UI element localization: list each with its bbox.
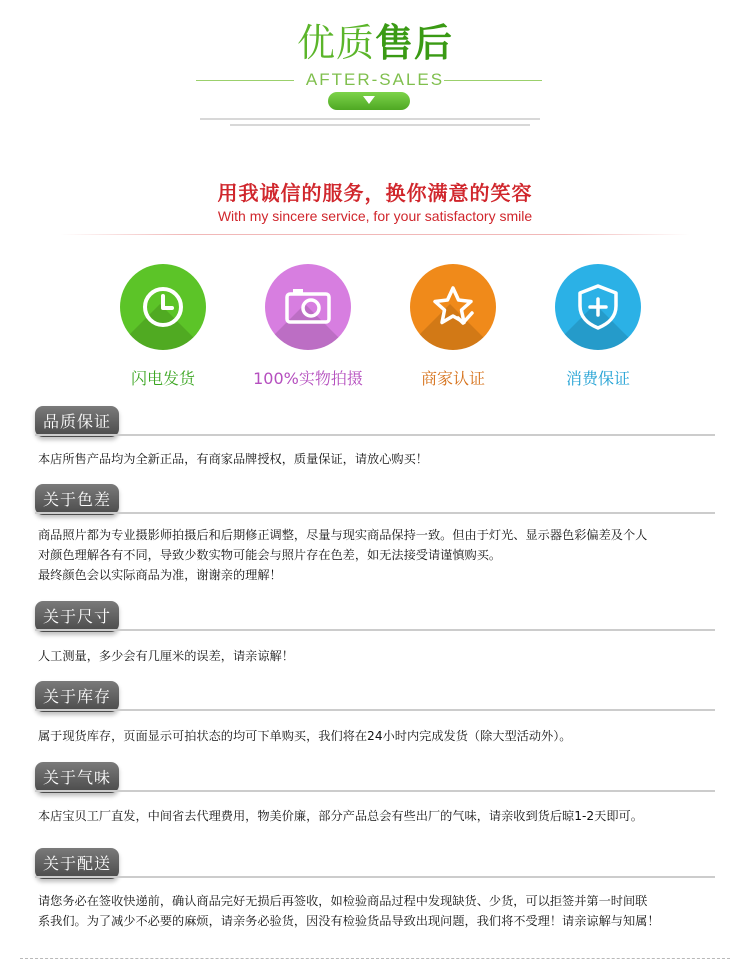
feature-label: 商家认证	[420, 369, 485, 388]
text-line: 请您务必在签收快递前，确认商品完好无损后再签收，如检验商品过程中发现缺货、少货，可以拒签并第一时间联	[38, 894, 648, 908]
section-text-quality	[38, 449, 718, 469]
section-divider	[35, 709, 715, 711]
slogan-chinese: 用我诚信的服务，换你满意的笑容	[217, 181, 533, 205]
feature-label: 闪电发货	[130, 369, 195, 388]
decorative-rule-1	[200, 118, 540, 120]
section-divider	[35, 512, 715, 514]
feature-label: 消费保证	[565, 369, 630, 388]
section-text-delivery	[38, 891, 718, 931]
title-part1: 优质	[296, 21, 375, 65]
text-line: 本店宝贝工厂直发，中间省去代理费用，物美价廉，部分产品总会有些出厂的气味，请亲收到货后晾1-2天即可。	[38, 809, 643, 823]
camera-icon	[265, 264, 351, 350]
section-text-color	[38, 525, 718, 585]
section-text-stock	[38, 726, 718, 746]
bottom-divider	[20, 958, 730, 959]
star-badge-icon	[410, 264, 496, 350]
feature-label: 100%实物拍摄	[253, 369, 363, 388]
section-title-quality: 品质保证	[35, 406, 119, 437]
text-line: 系我们。为了减少不必要的麻烦，请亲务必验货，因没有检验货品导致出现问题，我们将不受理！请亲谅解与知属！	[38, 914, 660, 928]
feature-real-photos	[233, 264, 383, 389]
section-divider	[35, 629, 715, 631]
feature-merchant-certified	[378, 264, 528, 389]
feature-fast-shipping	[88, 264, 238, 389]
page-title	[0, 20, 750, 66]
section-divider	[35, 876, 715, 878]
text-line: 商品照片都为专业摄影师拍摄后和后期修正调整，尽量与现实商品保持一致。但由于灯光、显示器色彩偏差及个人	[38, 528, 648, 542]
section-divider	[35, 790, 715, 792]
title-part2: 售后	[375, 21, 454, 65]
chevron-down-icon	[328, 92, 410, 110]
decorative-rule-2	[230, 124, 530, 126]
text-line: 对颜色理解各有不同，导致少数实物可能会与照片存在色差，如无法接受请谨慎购买。	[38, 548, 502, 562]
feature-consumer-guarantee	[523, 264, 673, 389]
clock-icon	[120, 264, 206, 350]
slogan-divider	[60, 234, 690, 235]
section-text-size	[38, 646, 718, 666]
section-divider	[35, 434, 715, 436]
text-line: 属于现货库存，页面显示可拍状态的均可下单购买，我们将在24小时内完成发货（除大型活动外）。	[38, 729, 572, 743]
shield-plus-icon	[555, 264, 641, 350]
section-title-color: 关于色差	[35, 484, 119, 515]
section-title-size: 关于尺寸	[35, 601, 119, 632]
section-title-delivery: 关于配送	[35, 848, 119, 879]
slogan-english: With my sincere service, for your satisfactory smile	[217, 208, 533, 224]
section-title-odor: 关于气味	[35, 762, 119, 793]
text-line: 最终颜色会以实际商品为准，谢谢亲的理解！	[38, 568, 282, 582]
section-title-stock: 关于库存	[35, 681, 119, 712]
section-text-odor	[38, 806, 718, 826]
text-line: 人工测量，多少会有几厘米的误差，请亲谅解！	[38, 649, 294, 663]
text-line: 本店所售产品均为全新正品，有商家品牌授权，质量保证，请放心购买！	[38, 452, 428, 466]
page-subtitle: AFTER-SALES	[305, 70, 445, 89]
